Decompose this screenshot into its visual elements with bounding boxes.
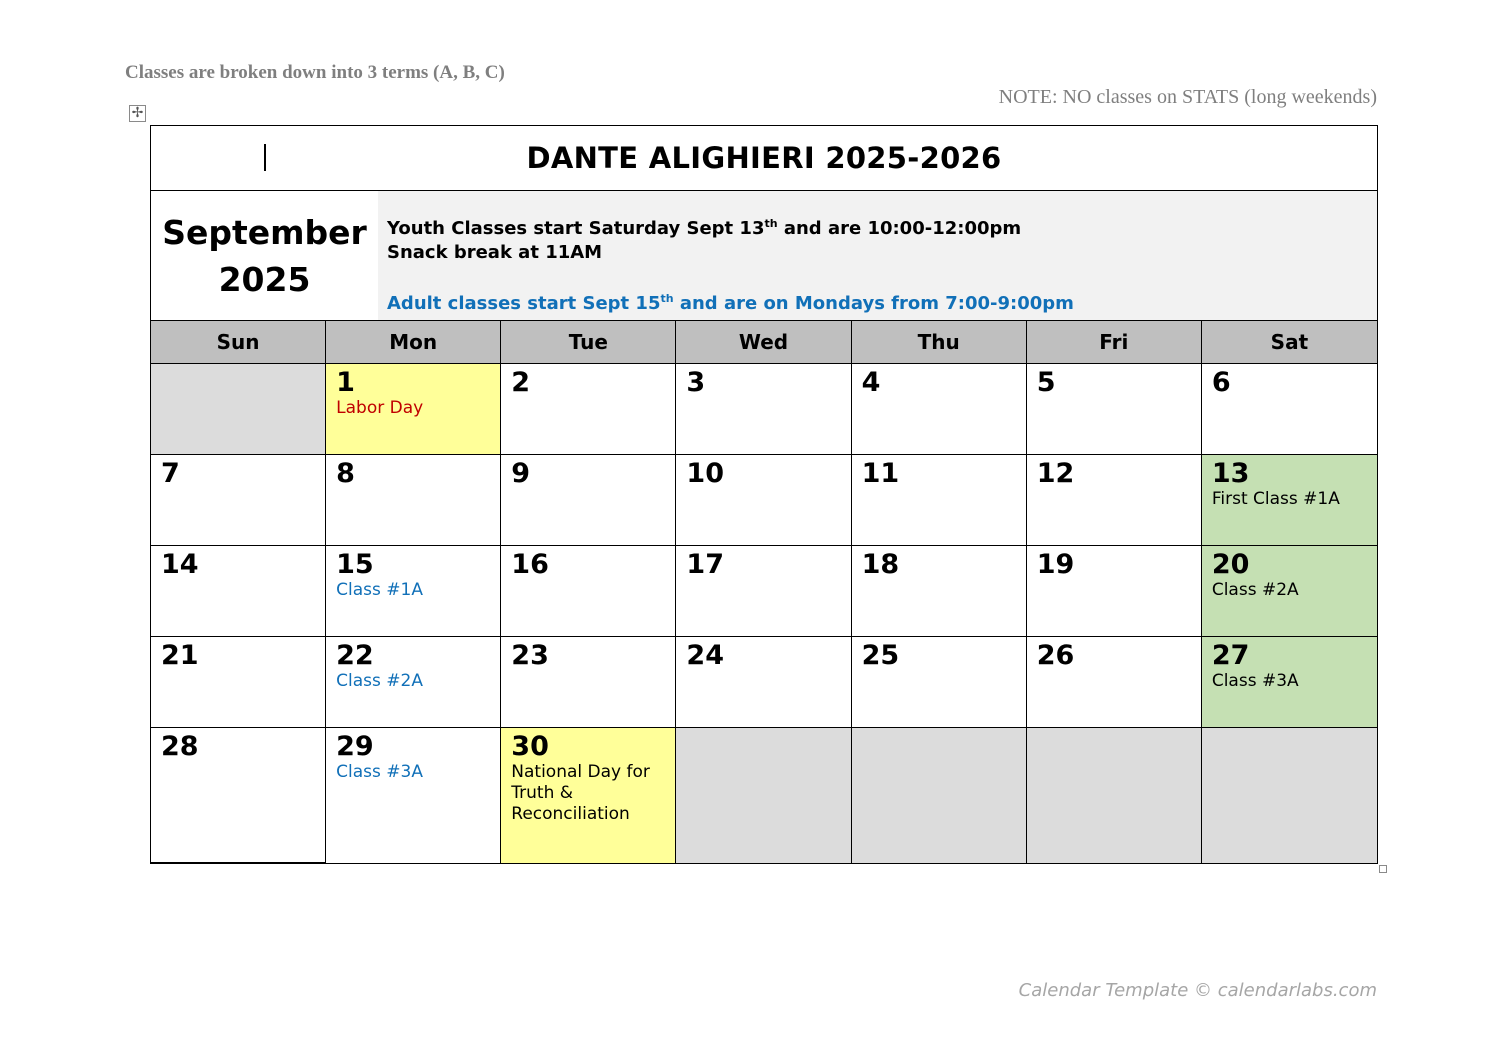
youth-sup: th [764,217,778,230]
weekday-header-wed: Wed [676,320,851,364]
day-number: 15 [336,549,374,580]
day-cell[interactable] [676,455,851,546]
day-cell[interactable] [326,637,501,728]
day-event: Class #3A [336,762,423,782]
day-cell[interactable] [326,728,501,863]
class-info[interactable] [378,191,1377,320]
day-cell[interactable] [151,637,326,728]
adult-sup: th [660,292,674,305]
day-number: 24 [686,640,724,671]
terms-note: Classes are broken down into 3 terms (A, B, C) [125,62,505,83]
day-number: 27 [1211,640,1250,671]
youth-classes-line [387,217,1377,241]
day-number: 10 [686,458,724,489]
weekday-header-sat: Sat [1202,320,1377,364]
day-number: 11 [861,458,900,489]
weekday-header-tue: Tue [501,320,676,364]
stats-note: NOTE: NO classes on STATS (long weekends) [998,86,1377,108]
day-cell[interactable] [501,637,676,728]
day-number: 20 [1211,549,1250,580]
day-number: 3 [686,367,706,398]
youth-text-end: and are 10:00-12:00pm [777,218,1022,239]
weekday-header-sun: Sun [151,320,326,364]
day-cell[interactable] [501,546,676,637]
day-number: 13 [1211,458,1250,489]
day-cell[interactable] [676,546,851,637]
day-event: Class #1A [336,580,423,600]
weekday-header-thu: Thu [852,320,1027,364]
day-cell[interactable] [852,455,1027,546]
day-cell[interactable] [151,455,326,546]
day-cell[interactable] [326,364,501,455]
day-number: 2 [511,367,531,398]
empty-day-cell[interactable] [852,728,1027,863]
day-cell[interactable] [1202,546,1377,637]
day-cell[interactable] [501,364,676,455]
day-cell[interactable] [852,364,1027,455]
weekday-header-fri: Fri [1027,320,1202,364]
youth-text: Youth Classes start Saturday Sept 13 [387,218,765,239]
empty-day-cell[interactable] [676,728,851,863]
title-row [151,126,1377,191]
day-cell[interactable] [326,546,501,637]
day-cell[interactable] [676,637,851,728]
month-label[interactable] [151,191,378,320]
table-resize-handle[interactable] [1379,865,1387,873]
month-name: September [162,212,367,252]
day-number: 14 [161,549,199,580]
day-event: National Day for Truth & Reconciliation [511,762,650,824]
day-number: 23 [511,640,549,671]
calendar-title[interactable]: DANTE ALIGHIERI 2025-2026 [526,141,1002,175]
day-cell[interactable] [1027,455,1202,546]
day-event: Labor Day [336,398,424,418]
day-cell[interactable] [501,455,676,546]
day-cell[interactable] [326,455,501,546]
day-number: 1 [336,367,355,398]
day-event: Class #2A [336,671,423,691]
day-cell[interactable] [1202,364,1377,455]
day-cell[interactable] [676,364,851,455]
day-cell[interactable] [151,546,326,637]
footer-credit: Calendar Template © calendarlabs.com [1018,980,1377,1001]
day-number: 12 [1036,458,1075,489]
day-number: 4 [861,367,881,398]
day-cell[interactable] [852,546,1027,637]
day-number: 30 [511,731,549,762]
day-cell[interactable] [1027,637,1202,728]
day-event: Class #2A [1211,580,1299,600]
day-number: 8 [336,458,355,489]
day-cell[interactable] [1027,364,1202,455]
day-cell[interactable] [1027,546,1202,637]
day-cell[interactable] [501,728,676,863]
day-number: 28 [161,731,199,762]
day-number: 6 [1211,367,1231,398]
empty-day-cell[interactable] [151,364,326,455]
day-number: 16 [511,549,549,580]
empty-day-cell[interactable] [1202,728,1377,863]
day-cell[interactable] [852,637,1027,728]
calendar-table [150,125,1378,864]
day-number: 19 [1036,549,1075,580]
day-number: 9 [511,458,531,489]
adult-classes-line [387,292,1377,316]
day-event: Class #3A [1211,671,1299,691]
day-number: 26 [1036,640,1075,671]
day-event: First Class #1A [1211,489,1340,509]
day-number: 22 [336,640,374,671]
day-number: 7 [161,458,180,489]
info-row [151,191,1377,320]
weekday-header-mon: Mon [326,320,501,364]
day-number: 29 [336,731,374,762]
calendar-grid [151,320,1377,863]
day-number: 18 [861,549,900,580]
day-cell[interactable] [1202,455,1377,546]
day-number: 25 [861,640,900,671]
empty-day-cell[interactable] [1027,728,1202,863]
day-cell[interactable] [151,728,326,863]
day-number: 21 [161,640,199,671]
adult-text: Adult classes start Sept 15 [387,293,661,314]
day-number: 5 [1036,367,1056,398]
snack-break-line: Snack break at 11AM [387,242,603,263]
day-cell[interactable] [1202,637,1377,728]
table-move-handle-icon[interactable]: ✢ [129,105,146,122]
day-number: 17 [686,549,724,580]
month-year: 2025 [218,259,311,299]
adult-text-end: and are on Mondays from 7:00-9:00pm [673,293,1074,314]
